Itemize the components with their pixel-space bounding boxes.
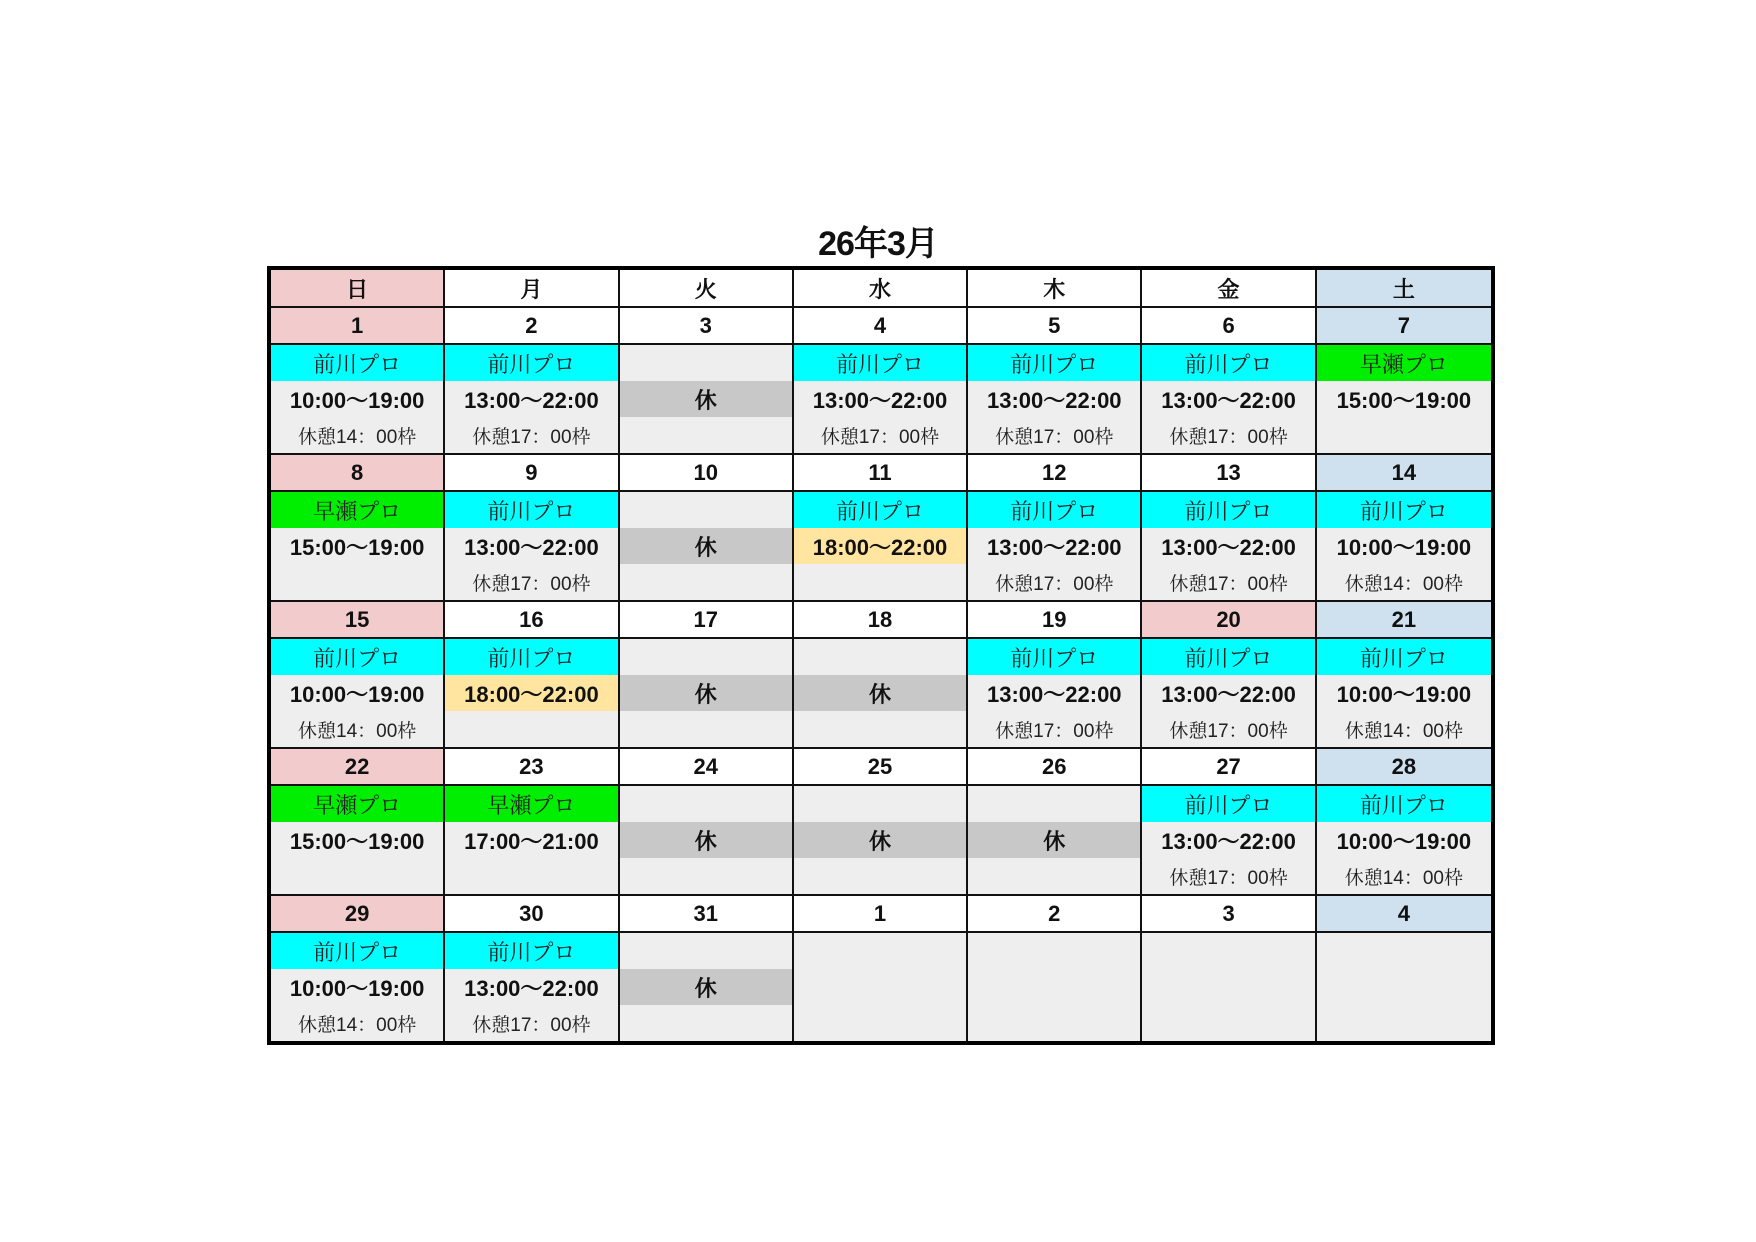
day-number: 1 <box>271 308 445 345</box>
shift-time: 10:00〜19:00 <box>1317 528 1491 564</box>
day-number: 15 <box>271 602 445 639</box>
shift-time: 休 <box>620 381 794 417</box>
pro-name <box>620 492 794 528</box>
weekday-header: 木 <box>968 270 1142 308</box>
shift-time: 17:00〜21:00 <box>445 822 619 858</box>
day-number-row <box>271 455 1491 492</box>
break-slot: 休憩17：00枠 <box>794 417 968 453</box>
week-block <box>271 455 1491 602</box>
day-number: 29 <box>271 896 445 933</box>
pro-name <box>1317 933 1491 969</box>
pro-name: 前川プロ <box>1142 786 1316 822</box>
day-number: 3 <box>620 308 794 345</box>
break-slot <box>794 564 968 600</box>
pro-name: 前川プロ <box>271 345 445 381</box>
shift-time: 15:00〜19:00 <box>271 822 445 858</box>
pro-name <box>968 786 1142 822</box>
shift-time: 休 <box>620 969 794 1005</box>
pro-name <box>620 933 794 969</box>
break-slot <box>794 1005 968 1041</box>
pro-name: 前川プロ <box>968 639 1142 675</box>
break-slot: 休憩14：00枠 <box>1317 711 1491 747</box>
break-slot <box>271 858 445 894</box>
day-number-row <box>271 896 1491 933</box>
pro-name: 早瀬プロ <box>271 786 445 822</box>
break-slot: 休憩14：00枠 <box>271 417 445 453</box>
shift-time-row <box>271 381 1491 417</box>
weekday-header: 水 <box>794 270 968 308</box>
shift-time: 10:00〜19:00 <box>1317 822 1491 858</box>
shift-time: 休 <box>968 822 1142 858</box>
shift-time: 休 <box>620 822 794 858</box>
pro-name: 前川プロ <box>445 933 619 969</box>
weekday-header-row <box>271 270 1491 308</box>
day-number: 21 <box>1317 602 1491 639</box>
pro-name: 前川プロ <box>445 639 619 675</box>
day-number: 18 <box>794 602 968 639</box>
shift-time-row <box>271 675 1491 711</box>
pro-name: 前川プロ <box>1317 639 1491 675</box>
break-slot-row <box>271 711 1491 747</box>
day-number: 1 <box>794 896 968 933</box>
break-slot-row <box>271 858 1491 894</box>
break-slot-row <box>271 1005 1491 1041</box>
day-number: 24 <box>620 749 794 786</box>
shift-time: 10:00〜19:00 <box>271 675 445 711</box>
pro-name <box>620 639 794 675</box>
day-number-row <box>271 308 1491 345</box>
week-block <box>271 749 1491 896</box>
pro-name: 前川プロ <box>1142 345 1316 381</box>
day-number: 7 <box>1317 308 1491 345</box>
pro-name-row <box>271 933 1491 969</box>
weekday-header: 日 <box>271 270 445 308</box>
break-slot <box>271 564 445 600</box>
break-slot <box>968 1005 1142 1041</box>
shift-time: 18:00〜22:00 <box>794 528 968 564</box>
shift-time: 10:00〜19:00 <box>271 381 445 417</box>
day-number: 19 <box>968 602 1142 639</box>
pro-name: 前川プロ <box>794 492 968 528</box>
break-slot: 休憩17：00枠 <box>968 564 1142 600</box>
day-number: 3 <box>1142 896 1316 933</box>
shift-time: 休 <box>794 822 968 858</box>
day-number: 14 <box>1317 455 1491 492</box>
break-slot <box>445 711 619 747</box>
shift-time: 13:00〜22:00 <box>794 381 968 417</box>
pro-name <box>620 786 794 822</box>
break-slot <box>794 858 968 894</box>
break-slot <box>620 858 794 894</box>
day-number: 23 <box>445 749 619 786</box>
shift-time <box>794 969 968 1005</box>
pro-name: 前川プロ <box>445 492 619 528</box>
break-slot <box>1317 417 1491 453</box>
weekday-header: 土 <box>1317 270 1491 308</box>
day-number: 4 <box>1317 896 1491 933</box>
break-slot: 休憩14：00枠 <box>1317 564 1491 600</box>
day-number: 12 <box>968 455 1142 492</box>
calendar-title: 26年3月 <box>818 225 938 263</box>
day-number: 28 <box>1317 749 1491 786</box>
break-slot: 休憩17：00枠 <box>1142 711 1316 747</box>
pro-name <box>794 639 968 675</box>
break-slot-row <box>271 417 1491 453</box>
break-slot <box>620 417 794 453</box>
break-slot <box>1317 1005 1491 1041</box>
break-slot <box>1142 1005 1316 1041</box>
pro-name: 前川プロ <box>1317 786 1491 822</box>
pro-name <box>794 786 968 822</box>
shift-time: 13:00〜22:00 <box>445 381 619 417</box>
day-number: 8 <box>271 455 445 492</box>
break-slot <box>794 711 968 747</box>
break-slot: 休憩17：00枠 <box>1142 564 1316 600</box>
day-number: 26 <box>968 749 1142 786</box>
shift-time: 13:00〜22:00 <box>968 528 1142 564</box>
break-slot <box>620 1005 794 1041</box>
pro-name: 早瀬プロ <box>271 492 445 528</box>
break-slot: 休憩17：00枠 <box>445 417 619 453</box>
day-number: 17 <box>620 602 794 639</box>
shift-time-row <box>271 528 1491 564</box>
break-slot <box>445 858 619 894</box>
pro-name: 前川プロ <box>968 492 1142 528</box>
shift-time: 13:00〜22:00 <box>968 381 1142 417</box>
shift-time: 10:00〜19:00 <box>271 969 445 1005</box>
break-slot: 休憩17：00枠 <box>445 564 619 600</box>
break-slot <box>968 858 1142 894</box>
day-number-row <box>271 749 1491 786</box>
week-block <box>271 308 1491 455</box>
day-number: 9 <box>445 455 619 492</box>
shift-time: 10:00〜19:00 <box>1317 675 1491 711</box>
shift-time: 13:00〜22:00 <box>445 969 619 1005</box>
weekday-header: 月 <box>445 270 619 308</box>
day-number: 13 <box>1142 455 1316 492</box>
pro-name: 前川プロ <box>271 639 445 675</box>
pro-name-row <box>271 786 1491 822</box>
shift-time: 13:00〜22:00 <box>1142 381 1316 417</box>
shift-time: 休 <box>620 675 794 711</box>
day-number: 31 <box>620 896 794 933</box>
weekday-header: 金 <box>1142 270 1316 308</box>
shift-time <box>1142 969 1316 1005</box>
shift-time-row <box>271 822 1491 858</box>
break-slot <box>620 564 794 600</box>
break-slot: 休憩14：00枠 <box>271 711 445 747</box>
shift-time: 13:00〜22:00 <box>968 675 1142 711</box>
pro-name: 早瀬プロ <box>445 786 619 822</box>
break-slot: 休憩14：00枠 <box>271 1005 445 1041</box>
shift-time <box>1317 969 1491 1005</box>
weekday-header: 火 <box>620 270 794 308</box>
pro-name-row <box>271 639 1491 675</box>
break-slot-row <box>271 564 1491 600</box>
pro-name <box>794 933 968 969</box>
day-number: 11 <box>794 455 968 492</box>
pro-name: 前川プロ <box>794 345 968 381</box>
pro-name <box>1142 933 1316 969</box>
shift-time: 13:00〜22:00 <box>1142 822 1316 858</box>
day-number: 25 <box>794 749 968 786</box>
pro-name: 前川プロ <box>1142 639 1316 675</box>
day-number: 10 <box>620 455 794 492</box>
day-number: 22 <box>271 749 445 786</box>
shift-time: 15:00〜19:00 <box>1317 381 1491 417</box>
shift-time <box>968 969 1142 1005</box>
shift-time: 18:00〜22:00 <box>445 675 619 711</box>
day-number: 5 <box>968 308 1142 345</box>
day-number-row <box>271 602 1491 639</box>
shift-time: 13:00〜22:00 <box>445 528 619 564</box>
pro-name-row <box>271 345 1491 381</box>
week-block <box>271 896 1491 1041</box>
shift-time: 13:00〜22:00 <box>1142 528 1316 564</box>
pro-name: 早瀬プロ <box>1317 345 1491 381</box>
break-slot: 休憩17：00枠 <box>968 711 1142 747</box>
break-slot: 休憩17：00枠 <box>1142 417 1316 453</box>
break-slot <box>620 711 794 747</box>
week-block <box>271 602 1491 749</box>
pro-name-row <box>271 492 1491 528</box>
pro-name: 前川プロ <box>1142 492 1316 528</box>
break-slot: 休憩14：00枠 <box>1317 858 1491 894</box>
shift-time-row <box>271 969 1491 1005</box>
day-number: 4 <box>794 308 968 345</box>
day-number: 20 <box>1142 602 1316 639</box>
day-number: 27 <box>1142 749 1316 786</box>
pro-name <box>968 933 1142 969</box>
pro-name: 前川プロ <box>1317 492 1491 528</box>
schedule-calendar <box>267 266 1495 1045</box>
day-number: 2 <box>968 896 1142 933</box>
pro-name: 前川プロ <box>968 345 1142 381</box>
shift-time: 15:00〜19:00 <box>271 528 445 564</box>
break-slot: 休憩17：00枠 <box>968 417 1142 453</box>
shift-time: 休 <box>794 675 968 711</box>
day-number: 30 <box>445 896 619 933</box>
pro-name: 前川プロ <box>445 345 619 381</box>
shift-time: 休 <box>620 528 794 564</box>
shift-time: 13:00〜22:00 <box>1142 675 1316 711</box>
pro-name <box>620 345 794 381</box>
day-number: 2 <box>445 308 619 345</box>
break-slot: 休憩17：00枠 <box>445 1005 619 1041</box>
weeks-container <box>271 308 1491 1041</box>
day-number: 16 <box>445 602 619 639</box>
day-number: 6 <box>1142 308 1316 345</box>
pro-name: 前川プロ <box>271 933 445 969</box>
break-slot: 休憩17：00枠 <box>1142 858 1316 894</box>
